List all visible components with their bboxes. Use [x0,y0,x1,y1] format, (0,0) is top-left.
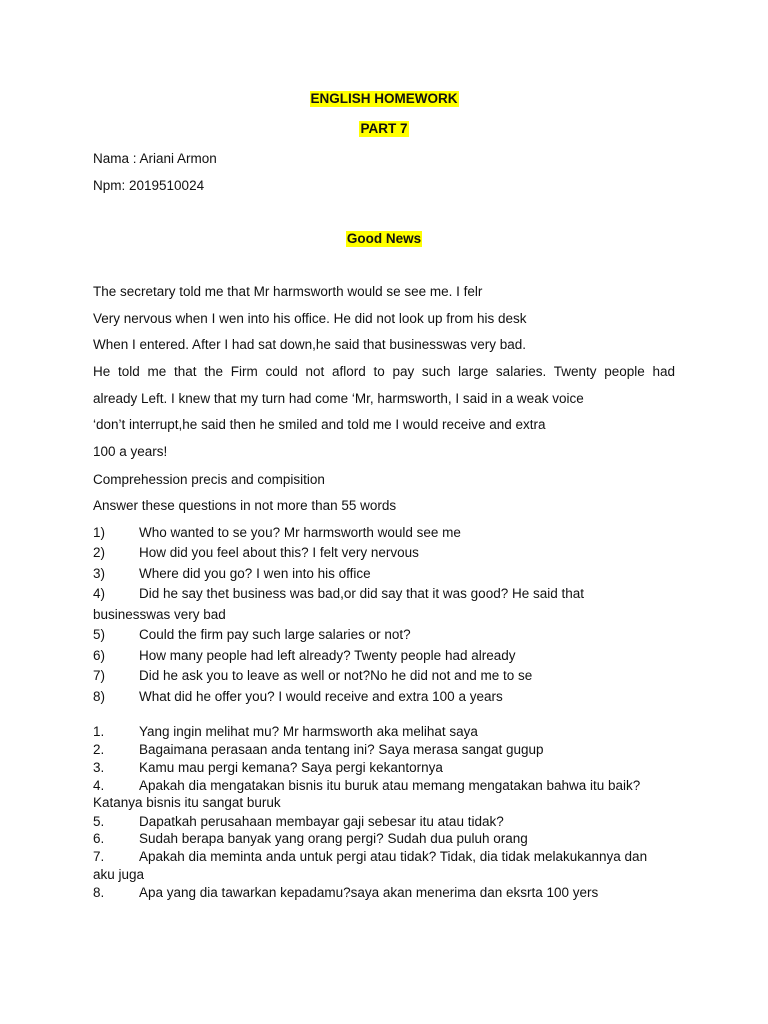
list-number: 8) [93,689,106,704]
list-text: Did he ask you to leave as well or not?No he did not and me to se [139,668,533,683]
list-item [93,778,683,796]
paragraph-line: He told me that the Firm could not aflord to pay such large salaries. Twenty people had [93,364,675,379]
paragraph-line: Very nervous when I wen into his office. He did not look up from his desk [93,311,527,326]
part-row [0,121,768,137]
list-item [93,724,683,742]
paragraph-line: When I entered. After I had sat down,he said that businesswas very bad. [93,337,527,352]
student-npm: Npm: 2019510024 [93,178,205,193]
list-number: 3) [93,566,106,581]
list-number: 4. [93,778,105,793]
list-item [93,627,683,645]
list-number: 5. [93,814,105,829]
list-item [93,545,683,563]
list-item [93,849,683,867]
list-number: 1) [93,525,106,540]
paragraph-line: already Left. I knew that my turn had come ‘Mr, harmsworth, I said in a weak voice [93,391,584,406]
list-text: Yang ingin melihat mu? Mr harmsworth aka melihat saya [139,724,478,739]
list-text: Sudah berapa banyak yang orang pergi? Sudah dua puluh orang [139,831,528,846]
story-title-row [0,231,768,247]
list-number: 2) [93,545,106,560]
paragraph-line: 100 a years! [93,444,168,459]
list-text: Who wanted to se you? Mr harmsworth would see me [139,525,461,540]
list-item [93,648,683,666]
list-item [93,566,683,584]
list-item [93,742,683,760]
list-item [93,586,683,604]
list-number: 3. [93,760,105,775]
list-text: Did he say thet business was bad,or did say that it was good? He said that [139,586,585,601]
list-text: How many people had left already? Twenty people had already [139,648,516,663]
list-number: 2. [93,742,105,757]
list-number: 5) [93,627,106,642]
section-heading: Comprehession precis and compisition [93,472,325,487]
list-number: 6. [93,831,105,846]
list-item [93,814,683,832]
list-text: Could the firm pay such large salaries or not? [139,627,411,642]
list-number: 6) [93,648,106,663]
list-continuation: aku juga [93,867,145,882]
list-item [93,668,683,686]
instruction: Answer these questions in not more than 55 words [93,498,397,513]
list-number: 7. [93,849,105,864]
title-row [0,91,768,107]
list-item [93,831,683,849]
list-item [93,885,683,903]
list-text: Bagaimana perasaan anda tentang ini? Saya merasa sangat gugup [139,742,544,757]
part-label: PART 7 [360,121,408,136]
list-continuation: businesswas very bad [93,607,226,622]
list-text: Where did you go? I wen into his office [139,566,371,581]
list-continuation: Katanya bisnis itu sangat buruk [93,795,281,810]
list-text: Apakah dia mengatakan bisnis itu buruk atau memang mengatakan bahwa itu baik? [139,778,641,793]
list-text: What did he offer you? I would receive and extra 100 a years [139,689,503,704]
paragraph-line: The secretary told me that Mr harmsworth would se see me. I felr [93,284,483,299]
list-item [93,525,683,543]
list-number: 8. [93,885,105,900]
student-name: Nama : Ariani Armon [93,151,217,166]
list-number: 7) [93,668,106,683]
list-item [93,760,683,778]
list-item [93,689,683,707]
paragraph-line: ‘don’t interrupt,he said then he smiled and told me I would receive and extra [93,417,546,432]
list-number: 4) [93,586,106,601]
list-text: Dapatkah perusahaan membayar gaji sebesar itu atau tidak? [139,814,504,829]
list-text: Apakah dia meminta anda untuk pergi atau tidak? Tidak, dia tidak melakukannya dan [139,849,648,864]
list-number: 1. [93,724,105,739]
list-text: Kamu mau pergi kemana? Saya pergi kekantornya [139,760,443,775]
list-text: How did you feel about this? I felt very nervous [139,545,419,560]
list-text: Apa yang dia tawarkan kepadamu?saya akan menerima dan eksrta 100 yers [139,885,599,900]
story-title: Good News [346,231,422,246]
page-title: ENGLISH HOMEWORK [310,91,458,106]
